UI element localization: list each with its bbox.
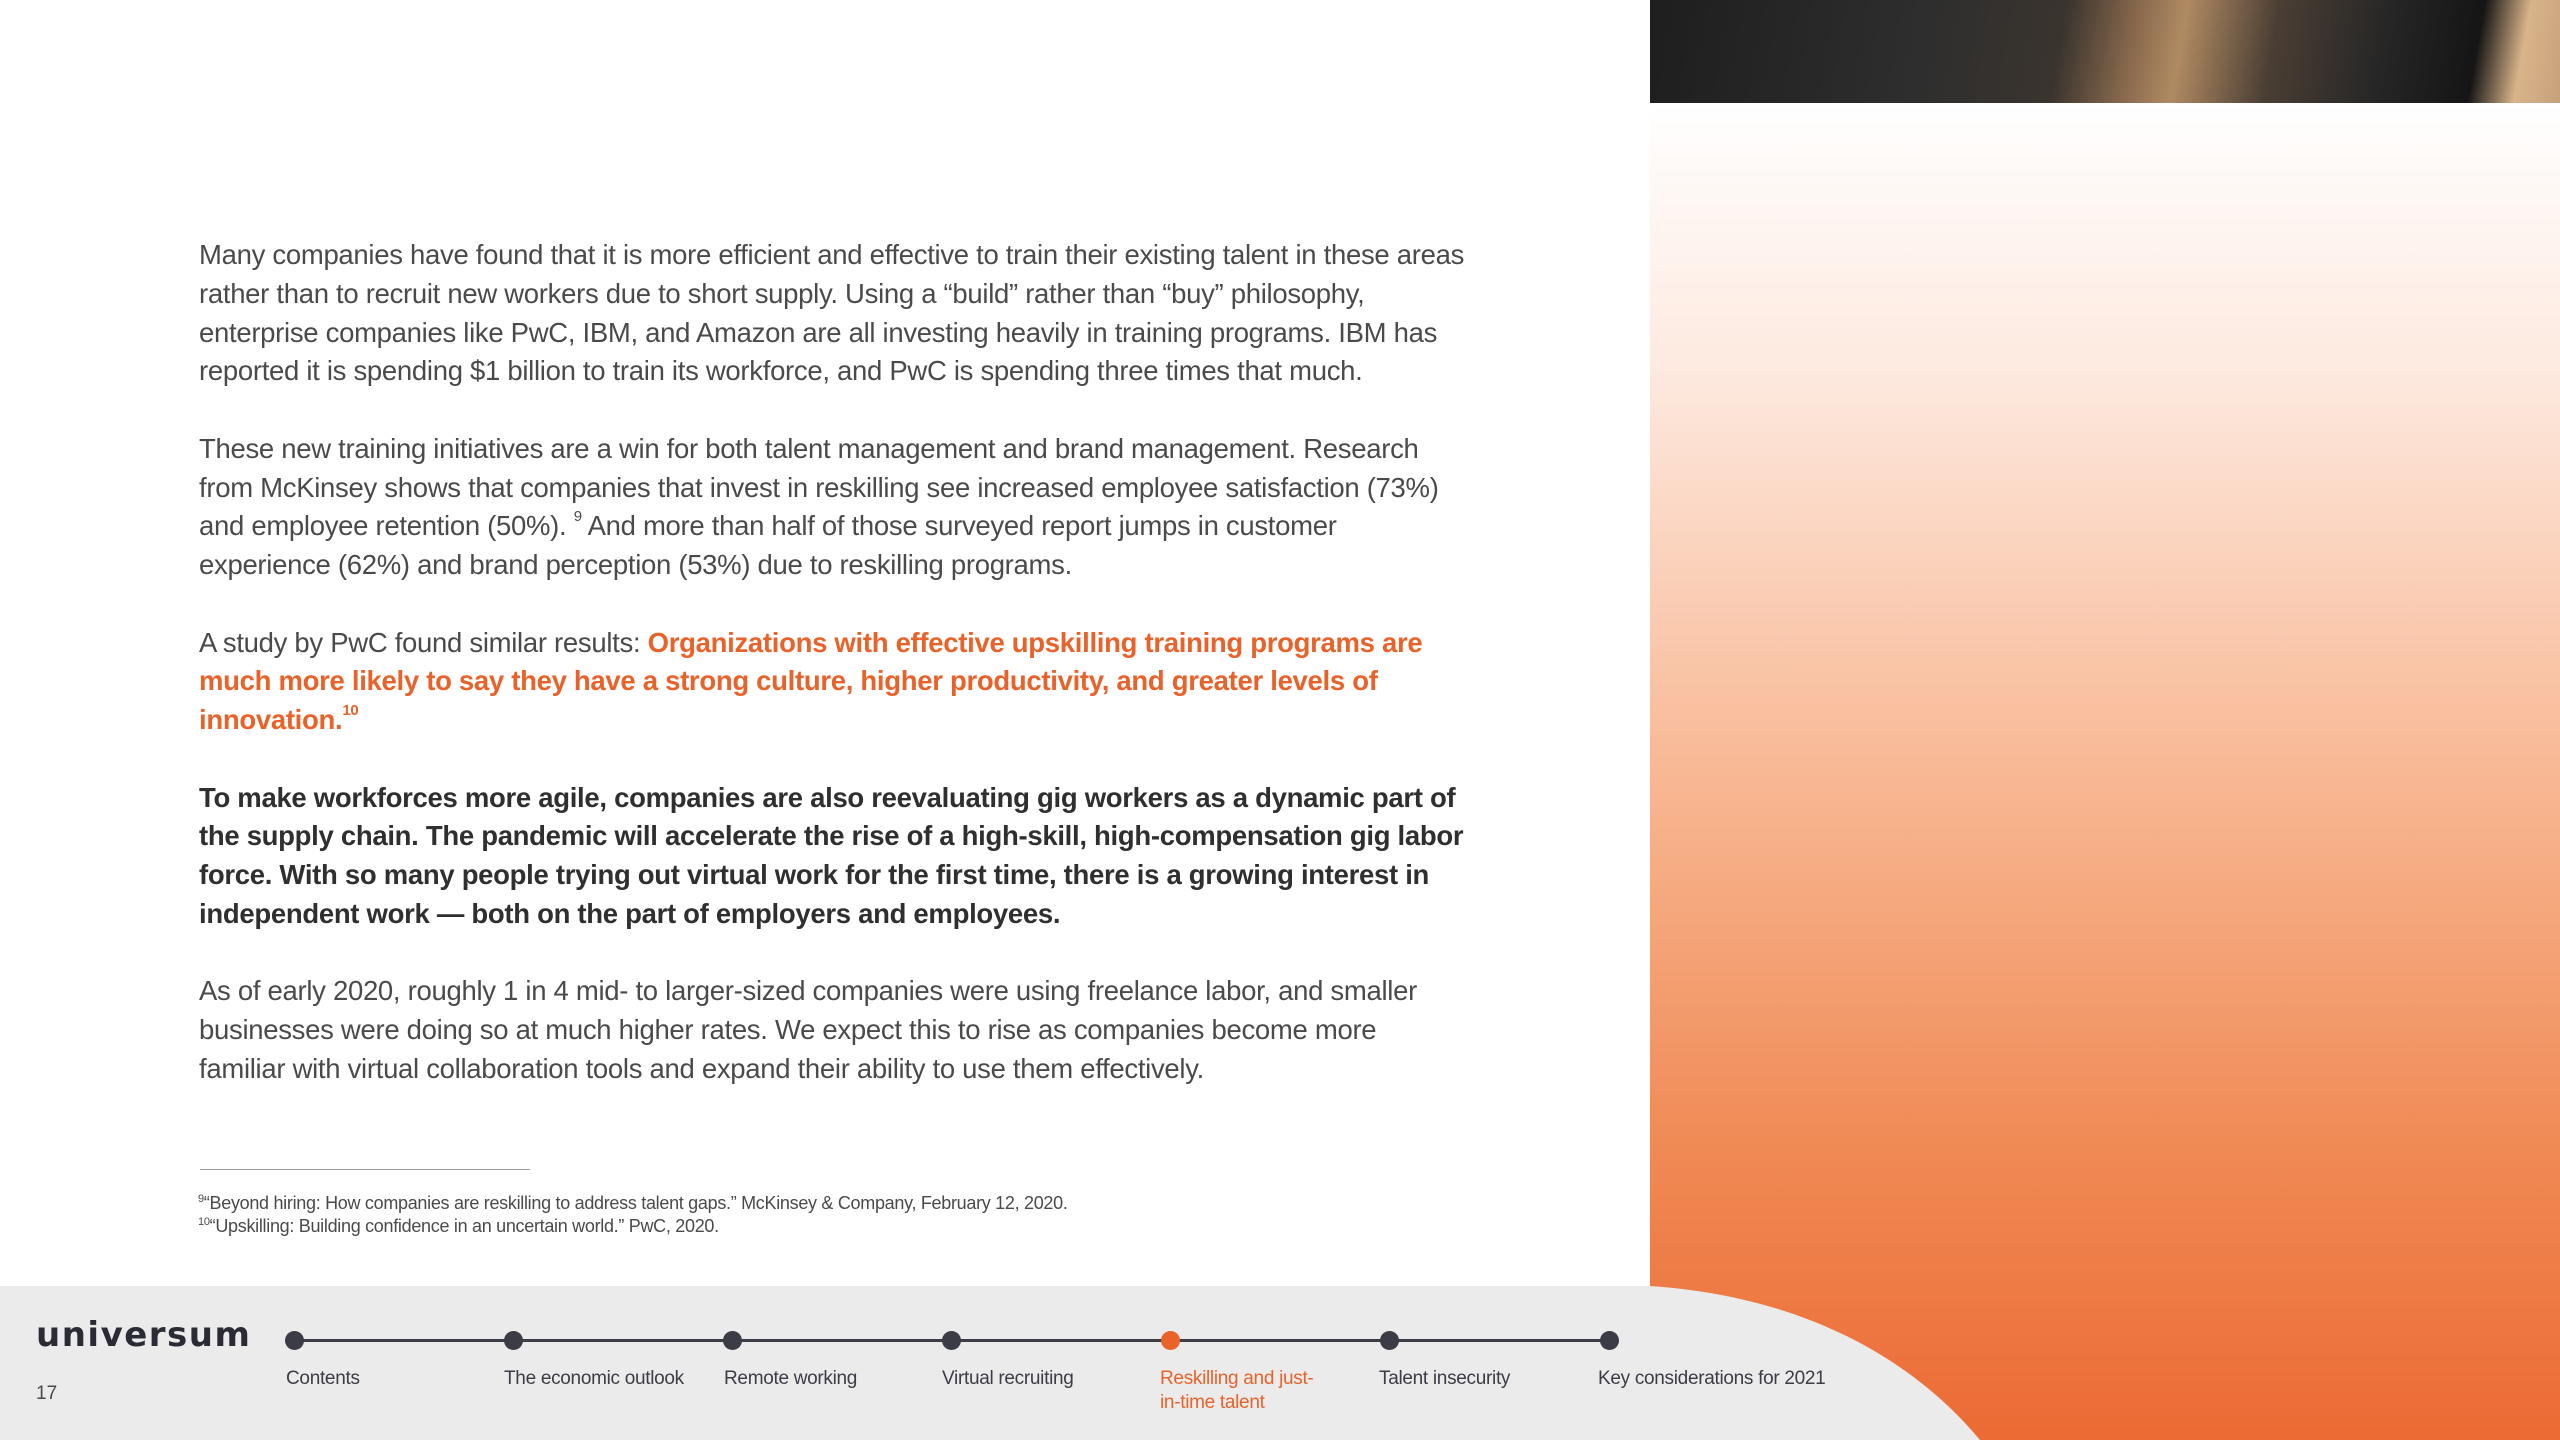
nav-dot-contents[interactable]	[285, 1331, 304, 1350]
nav-dot-key-considerations[interactable]	[1600, 1331, 1619, 1350]
nav-dot-talent-insecurity[interactable]	[1380, 1331, 1399, 1350]
page-number: 17	[36, 1383, 58, 1404]
paragraph-freelance-labor: As of early 2020, roughly 1 in 4 mid- to larger-sized companies were using freelance labor, and smaller businesses were doing so at much higher rates. We expect this to rise as companies become more familiar with virtual collaboration tools and expand their ability to use them effectively.	[199, 975, 1417, 1084]
nav-dot-economic-outlook[interactable]	[504, 1331, 523, 1350]
main-text	[199, 236, 1469, 1127]
footnote-10	[198, 1215, 1498, 1238]
nav-link-remote-working[interactable]: Remote working	[724, 1368, 858, 1389]
nav-dot-reskilling[interactable]	[1161, 1331, 1180, 1350]
paragraph-lead: A study by PwC found similar results:	[199, 626, 648, 658]
header-photo	[1650, 0, 2560, 103]
paragraph-text: And more than half of those surveyed report jumps in customer experience (62%) and brand perception (53%) due to reskilling programs.	[199, 510, 1337, 581]
orange-gradient-panel	[1650, 103, 2560, 1440]
nav-link-reskilling[interactable]: Reskilling and just-in-time talent	[1160, 1368, 1314, 1413]
paragraph-pwc-study	[199, 624, 1469, 740]
footnotes	[198, 1192, 1498, 1238]
nav-link-talent-insecurity[interactable]: Talent insecurity	[1379, 1368, 1511, 1389]
footnote-text: “Upskilling: Building confidence in an uncertain world.” PwC, 2020.	[209, 1216, 719, 1236]
footnote-ref-10[interactable]: 10	[342, 702, 359, 719]
universum-logo[interactable]: universum	[36, 1315, 252, 1355]
footnote-divider	[200, 1169, 530, 1170]
nav-link-economic-outlook[interactable]: The economic outlook	[504, 1368, 684, 1389]
footer-orange-curve	[0, 1286, 2560, 1440]
paragraph-training-initiatives	[199, 430, 1469, 585]
paragraph-text: These new training initiatives are a win for both talent management and brand management. Research from McKinsey shows that companies that invest in reskilling see increased employee satisfaction (73%) and employee retention (50%).	[199, 432, 1439, 542]
footnote-9	[198, 1192, 1498, 1215]
nav-link-contents[interactable]: Contents	[286, 1368, 360, 1389]
footnote-number: 10	[198, 1216, 210, 1228]
nav-dot-remote-working[interactable]	[723, 1331, 742, 1350]
paragraph-build-vs-buy: Many companies have found that it is more efficient and effective to train their existing talent in these areas rather than to recruit new workers due to short supply. Using a “build” rather than “buy” philosophy, enterprise companies like PwC, IBM, and Amazon are all investing heavily in training programs. IBM has reported it is spending $1 billion to train its workforce, and PwC is spending three times that much.	[199, 239, 1465, 387]
nav-link-virtual-recruiting[interactable]: Virtual recruiting	[942, 1368, 1074, 1389]
nav-dot-virtual-recruiting[interactable]	[942, 1331, 961, 1350]
footnote-text: “Beyond hiring: How companies are reskilling to address talent gaps.” McKinsey & Company, February 12, 2020.	[203, 1193, 1068, 1213]
footnote-number: 9	[198, 1193, 204, 1205]
footnote-ref-9[interactable]: 9	[573, 508, 582, 526]
nav-link-key-considerations[interactable]: Key considerations for 2021	[1598, 1368, 1826, 1389]
highlight-quote: Organizations with effective upskilling training programs are much more likely to say they have a strong culture, higher productivity, and greater levels of innovation.	[199, 626, 1423, 736]
paragraph-gig-workers: To make workforces more agile, companies are also reevaluating gig workers as a dynamic part of the supply chain. The pandemic will accelerate the rise of a high-skill, high-compensation gig labor force. With so many people trying out virtual work for the first time, there is a growing interest in independent work — both on the part of employers and employees.	[199, 781, 1464, 929]
